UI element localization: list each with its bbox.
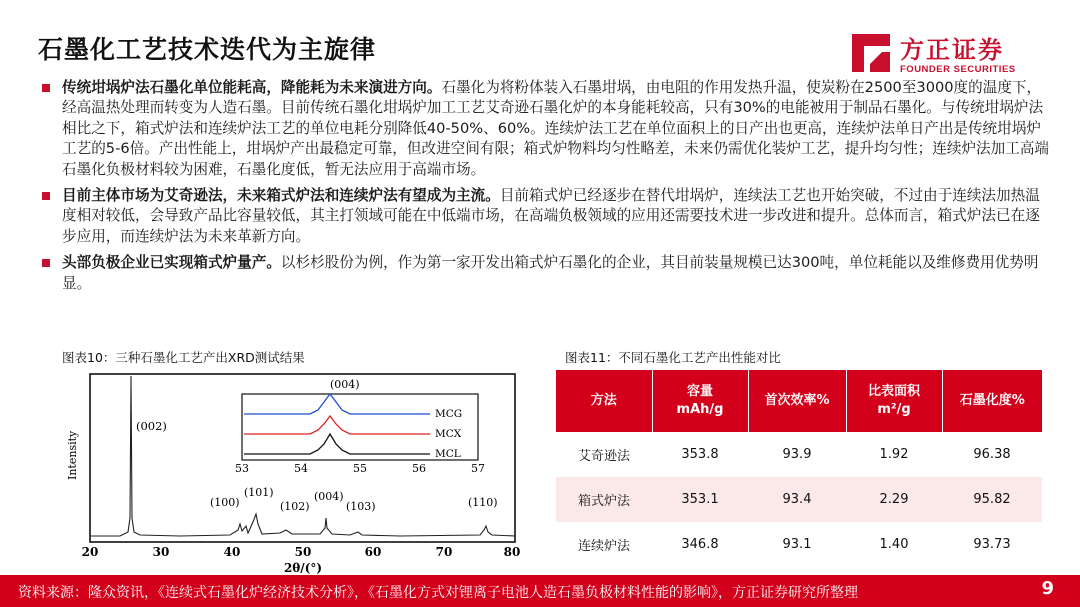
- table-cell: 箱式炉法: [556, 477, 652, 522]
- inset-x-tick: 56: [412, 462, 426, 475]
- table-row: [556, 432, 1042, 477]
- paragraph-3-lead: 头部负极企业已实现箱式炉量产。: [62, 254, 281, 272]
- peak-label-102: (102): [280, 500, 310, 513]
- figure-10-caption: 图表10：三种石墨化工艺产出XRD测试结果: [62, 350, 305, 365]
- header-surface-area: 比表面积 m²/g: [846, 370, 942, 432]
- body-text: [40, 78, 1052, 300]
- bullet-icon: [42, 84, 50, 92]
- paragraph-2: [40, 186, 1052, 247]
- footer-source: 资料来源：隆众资讯，《连续式石墨化炉经济技术分析》，《石墨化方式对锂离子电池人造石墨负极材料性能的影响》，方正证券研究所整理: [18, 585, 858, 601]
- table-cell: 353.8: [681, 447, 719, 462]
- table-cell: 1.92: [879, 447, 909, 462]
- table-cell: 93.9: [782, 447, 812, 462]
- inset-x-tick: 53: [235, 462, 249, 475]
- xrd-y-label: Intensity: [66, 430, 79, 480]
- figure-11-caption: 图表11：不同石墨化工艺产出性能对比: [565, 350, 781, 365]
- page-number: 9: [1041, 578, 1054, 599]
- xrd-x-label: 2θ/(°): [283, 561, 323, 575]
- xrd-inset: [235, 378, 485, 475]
- paragraph-2-lead: 目前主体市场为艾奇逊法，未来箱式炉法和连续炉法有望成为主流。: [62, 187, 500, 205]
- table-row: [556, 477, 1042, 522]
- footer-bar: [0, 575, 1080, 607]
- table-row: [556, 522, 1042, 567]
- table-header-row: [556, 370, 1042, 432]
- paragraph-2-text: 目前箱式炉已经逐步在替代坩埚炉，连续法工艺也开始突破，不过由于连续法加热温度相对较低，会导致产品比容量较低，其主打领域可能在中低端市场，在高端负极领域的应用还需要技术进一步改进和提升。总体而言，箱式炉法已在逐步应用，而连续炉法为未来革新方向。: [62, 187, 1040, 245]
- inset-peak-label: (004): [330, 378, 360, 391]
- x-tick: 80: [503, 545, 521, 559]
- table-cell: 353.1: [652, 477, 748, 522]
- table-cell: 93.73: [973, 537, 1011, 552]
- table-cell: 93.4: [748, 477, 846, 522]
- header-method: 方法: [556, 370, 652, 432]
- page-title: 石墨化工艺技术迭代为主旋律: [38, 35, 377, 64]
- peak-label-004: (004): [314, 490, 344, 503]
- table-cell: 艾奇逊法: [577, 449, 630, 464]
- bullet-icon: [42, 259, 50, 267]
- peak-label-101: (101): [244, 486, 274, 499]
- xrd-chart: [60, 368, 530, 580]
- founder-logo: [848, 30, 1038, 78]
- table-cell: 2.29: [846, 477, 942, 522]
- paragraph-1-text: 石墨化为将粉体装入石墨坩埚，由电阻的作用发热升温，使炭粉在2500至3000度的温度下，经高温热处理而转变为人造石墨。目前传统石墨化坩埚炉加工工艺艾奇逊石墨化炉的本身能耗较高，只有30%的电能被用于制品石墨化。与传统坩埚炉法相比之下，箱式炉法和连续炉法工艺的单位电耗分别降低40-50%、60%。连续炉法工艺在单位面积上的日产出也更高，连续炉法单日产出是传统坩埚炉工艺的5-6倍。产出性能上，坩埚炉产出最稳定可靠，但改进空间有限；箱式炉物料均匀性略差，未来仍需优化装炉工艺，提升均匀性；连续炉法加工高端石墨化负极材料较为困难，石墨化度低，暂无法应用于高端市场。: [62, 79, 1050, 178]
- inset-legend-mcx: MCX: [435, 428, 462, 440]
- paragraph-1-lead: 传统坩埚炉法石墨化单位能耗高，降能耗为未来演进方向。: [62, 79, 442, 96]
- x-tick: 60: [364, 545, 382, 559]
- table-cell: 连续炉法: [577, 539, 630, 554]
- x-tick: 20: [81, 545, 99, 559]
- inset-legend-mcg: MCG: [435, 408, 463, 420]
- x-tick: 30: [152, 545, 170, 559]
- performance-table: [556, 370, 1042, 567]
- inset-x-tick: 55: [353, 462, 367, 475]
- header-capacity: 容量 mAh/g: [652, 370, 748, 432]
- founder-logo-icon: [848, 30, 894, 76]
- logo-name-en: FOUNDER SECURITIES: [900, 64, 1016, 75]
- table-cell: 346.8: [681, 537, 719, 552]
- table-cell: 93.1: [782, 537, 812, 552]
- header-graphitization: 石墨化度%: [942, 370, 1042, 432]
- paragraph-1: [40, 78, 1052, 180]
- x-tick: 50: [294, 545, 312, 559]
- x-tick: 40: [223, 545, 241, 559]
- table-cell: 96.38: [973, 447, 1011, 462]
- x-tick: 70: [435, 545, 453, 559]
- table-cell: 95.82: [942, 477, 1042, 522]
- peak-label-002: (002): [136, 419, 167, 433]
- paragraph-3-text: 以杉杉股份为例，作为第一家开发出箱式炉石墨化的企业，其目前装量规模已达300吨，单位耗能以及维修费用优势明显。: [62, 254, 1039, 292]
- peak-label-103: (103): [346, 500, 376, 513]
- bullet-icon: [42, 192, 50, 200]
- inset-x-tick: 57: [471, 462, 485, 475]
- inset-x-tick: 54: [294, 462, 308, 475]
- table-cell: 1.40: [879, 537, 909, 552]
- peak-label-110: (110): [468, 496, 498, 509]
- paragraph-3: [40, 253, 1052, 294]
- inset-legend-mcl: MCL: [435, 448, 461, 460]
- peak-label-100: (100): [210, 496, 240, 509]
- logo-name-cn: 方正证券: [900, 36, 1004, 64]
- header-first-efficiency: 首次效率%: [748, 370, 846, 432]
